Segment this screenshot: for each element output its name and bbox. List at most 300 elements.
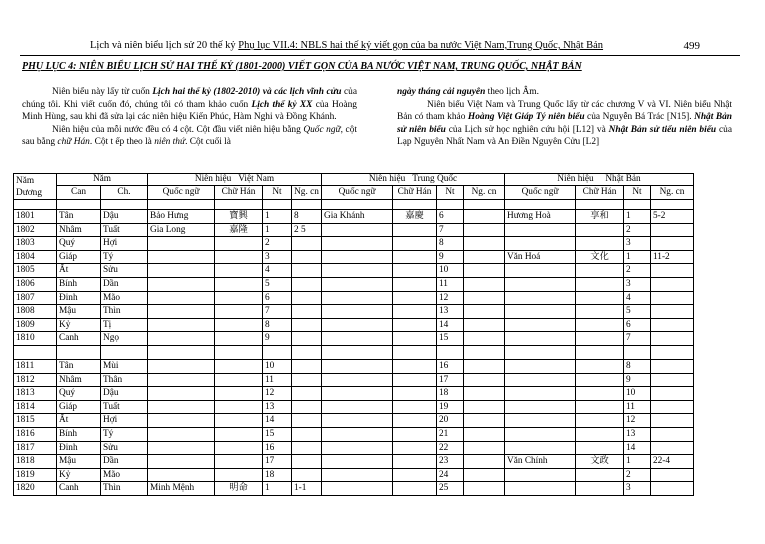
- table-cell: 嘉慶: [393, 210, 437, 224]
- table-cell: 2: [624, 223, 651, 237]
- table-cell: [148, 332, 215, 346]
- table-cell: [576, 291, 624, 305]
- table-cell: 1818: [14, 455, 57, 469]
- table-cell: 13: [624, 427, 651, 441]
- table-cell: 12: [263, 387, 292, 401]
- table-cell: [322, 468, 393, 482]
- table-cell: [393, 305, 437, 319]
- table-cell: [322, 387, 393, 401]
- table-cell: [651, 318, 694, 332]
- table-cell: [148, 318, 215, 332]
- table-cell: [393, 332, 437, 346]
- table-cell: [576, 305, 624, 319]
- header-cell: Ng. cn: [651, 186, 694, 200]
- table-cell: [393, 400, 437, 414]
- table-cell: [651, 387, 694, 401]
- table-cell: Sửu: [101, 441, 148, 455]
- table-cell: [322, 332, 393, 346]
- table-cell: [505, 318, 576, 332]
- table-cell: [464, 427, 505, 441]
- table-cell: 7: [437, 223, 464, 237]
- table-cell: 3: [624, 237, 651, 251]
- table-cell: [322, 305, 393, 319]
- table-cell: Đinh: [57, 441, 101, 455]
- table-cell: 23: [437, 455, 464, 469]
- table-cell: [576, 277, 624, 291]
- table-cell: [215, 455, 263, 469]
- table-cell: [576, 414, 624, 428]
- table-cell: 1802: [14, 223, 57, 237]
- table-body-1811-1820: [14, 359, 694, 495]
- table-cell: 1: [624, 210, 651, 224]
- table-cell: [505, 359, 576, 373]
- table-cell: [651, 291, 694, 305]
- table-cell: [148, 359, 215, 373]
- header-cell-china: Niên hiệu Trung Quốc: [322, 174, 505, 186]
- appendix-title: PHỤ LỤC 4: NIÊN BIỂU LỊCH SỬ HAI THẾ KỶ (1801-2000) VIẾT GỌN CỦA BA NƯỚC VIỆT NAM, TRUNG QUỐC, NHẬT BẢN: [22, 61, 582, 72]
- table-cell: Dần: [101, 277, 148, 291]
- table-cell: [576, 482, 624, 496]
- table-cell: [322, 414, 393, 428]
- table-cell: 文政: [576, 455, 624, 469]
- table-cell: 9: [263, 332, 292, 346]
- table-cell: [148, 373, 215, 387]
- table-cell: [505, 373, 576, 387]
- header-cell: Năm: [57, 174, 148, 186]
- table-cell: 15: [437, 332, 464, 346]
- table-cell: [576, 332, 624, 346]
- table-cell: Gia Long: [148, 223, 215, 237]
- table-cell: [464, 441, 505, 455]
- table-cell: [393, 387, 437, 401]
- table-cell: 1: [263, 223, 292, 237]
- table-cell: 1810: [14, 332, 57, 346]
- table-cell: Tuất: [101, 223, 148, 237]
- running-header: [90, 40, 700, 54]
- table-cell: 8: [292, 210, 322, 224]
- table-cell: [576, 373, 624, 387]
- table-cell: 21: [437, 427, 464, 441]
- table-cell: 1807: [14, 291, 57, 305]
- table-cell: Hợi: [101, 414, 148, 428]
- table-cell: [464, 359, 505, 373]
- table-cell: [322, 264, 393, 278]
- table-row: [14, 291, 694, 305]
- table-cell: [505, 305, 576, 319]
- table-cell: 1: [624, 250, 651, 264]
- table-cell: 1813: [14, 387, 57, 401]
- table-cell: [292, 250, 322, 264]
- table-cell: 17: [437, 373, 464, 387]
- table-cell: [651, 400, 694, 414]
- table-cell: [576, 223, 624, 237]
- table-cell: [215, 387, 263, 401]
- table-cell: Quý: [57, 237, 101, 251]
- table-cell: 1812: [14, 373, 57, 387]
- table-cell: Mão: [101, 468, 148, 482]
- table-cell: 14: [624, 441, 651, 455]
- table-cell: Văn Chính: [505, 455, 576, 469]
- header-cell: Chữ Hán: [393, 186, 437, 200]
- table-cell: 3: [624, 482, 651, 496]
- table-cell: Sửu: [101, 264, 148, 278]
- table-cell: 1805: [14, 264, 57, 278]
- table-cell: 9: [437, 250, 464, 264]
- table-cell: [505, 482, 576, 496]
- table-row: [14, 387, 694, 401]
- table-cell: 1806: [14, 277, 57, 291]
- table-cell: [464, 250, 505, 264]
- table-cell: [322, 441, 393, 455]
- table-row: [14, 400, 694, 414]
- table-cell: [464, 482, 505, 496]
- table-cell: 1804: [14, 250, 57, 264]
- table-cell: 22: [437, 441, 464, 455]
- table-cell: [464, 291, 505, 305]
- intro-column-right: [397, 86, 732, 149]
- table-cell: [393, 264, 437, 278]
- table-cell: [322, 427, 393, 441]
- table-cell: Mão: [101, 291, 148, 305]
- running-title: Lịch và niên biểu lịch sử 20 thế kỷ Phụ lục VII.4: NBLS hai thế kỷ viết gọn của ba nước Việt Nam,Trung Quốc, Nhật Bản: [90, 40, 604, 51]
- table-cell: 15: [263, 427, 292, 441]
- table-cell: 11: [437, 277, 464, 291]
- table-cell: [292, 291, 322, 305]
- table-cell: 25: [437, 482, 464, 496]
- table-cell: 22-4: [651, 455, 694, 469]
- table-cell: 16: [437, 359, 464, 373]
- table-cell: Bảo Hưng: [148, 210, 215, 224]
- table-cell: 2: [624, 264, 651, 278]
- table-cell: 10: [263, 359, 292, 373]
- table-cell: [215, 427, 263, 441]
- table-cell: [148, 441, 215, 455]
- table-cell: 7: [624, 332, 651, 346]
- table-cell: 6: [263, 291, 292, 305]
- table-cell: [393, 277, 437, 291]
- table-cell: [505, 223, 576, 237]
- table-cell: [651, 237, 694, 251]
- table-cell: Ngọ: [101, 332, 148, 346]
- table-cell: 13: [437, 305, 464, 319]
- table-cell: [322, 318, 393, 332]
- table-cell: Văn Hoá: [505, 250, 576, 264]
- table-cell: [505, 291, 576, 305]
- intro-paragraph-3: ngày tháng cải nguyên theo lịch Âm.: [397, 87, 539, 97]
- table-cell: 3: [263, 250, 292, 264]
- table-cell: [393, 414, 437, 428]
- table-cell: Canh: [57, 482, 101, 496]
- table-cell: [215, 237, 263, 251]
- table-cell: [393, 250, 437, 264]
- table-cell: [651, 264, 694, 278]
- table-cell: [464, 468, 505, 482]
- table-cell: [215, 332, 263, 346]
- intro-paragraph-2: Niên hiệu của mỗi nước đều có 4 cột. Cột đầu viết niên hiệu bằng Quốc ngữ, cột sau bằng chữ Hán. Cột t ếp theo là niên thứ. Cột cuối là: [22, 124, 357, 147]
- table-cell: [576, 359, 624, 373]
- table-cell: 1820: [14, 482, 57, 496]
- table-cell: [651, 482, 694, 496]
- table-cell: [651, 414, 694, 428]
- table-cell: Canh: [57, 332, 101, 346]
- table-cell: 1808: [14, 305, 57, 319]
- header-cell: Chữ Hán: [576, 186, 624, 200]
- year-table: [13, 173, 694, 496]
- table-cell: 1817: [14, 441, 57, 455]
- table-cell: 1: [263, 482, 292, 496]
- table-cell: [505, 332, 576, 346]
- table-cell: [576, 318, 624, 332]
- table-cell: [576, 441, 624, 455]
- table-cell: [464, 373, 505, 387]
- table-cell: [651, 277, 694, 291]
- intro-paragraph-1: Niên biểu này lấy từ cuốn Lịch hai thế kỷ (1802-2010) và các lịch vĩnh cửu của chúng tôi. Khi viết cuốn đó, chúng tôi có tham khảo cuốn Lịch thế kỷ XX của Hoàng Minh Hùng, sau khi đã sửa lại các niên hiệu Kiến Phúc, Hàm Nghi và Đồng Khánh.: [22, 87, 357, 122]
- table-cell: 6: [437, 210, 464, 224]
- table-cell: [292, 237, 322, 251]
- table-cell: 7: [263, 305, 292, 319]
- table-cell: Mùi: [101, 359, 148, 373]
- table-cell: 19: [437, 400, 464, 414]
- table-cell: Thân: [101, 373, 148, 387]
- table-cell: 1811: [14, 359, 57, 373]
- table-cell: [464, 387, 505, 401]
- table-cell: 1816: [14, 427, 57, 441]
- header-cell: Ch.: [101, 186, 148, 200]
- table-row: [14, 468, 694, 482]
- table-cell: 文化: [576, 250, 624, 264]
- appendix-reference: Phụ lục VII.4: NBLS hai thế kỷ viết gọn của ba nước Việt Nam,Trung Quốc, Nhật Bản: [238, 40, 604, 51]
- table-cell: [576, 427, 624, 441]
- table-cell: [464, 414, 505, 428]
- table-cell: [292, 264, 322, 278]
- table-cell: 20: [437, 414, 464, 428]
- table-cell: [215, 250, 263, 264]
- table-cell: Tý: [101, 427, 148, 441]
- table-cell: [148, 291, 215, 305]
- table-row: [14, 305, 694, 319]
- table-cell: [292, 455, 322, 469]
- table-cell: [292, 427, 322, 441]
- table-cell: [292, 400, 322, 414]
- table-cell: Ất: [57, 264, 101, 278]
- table-cell: 14: [263, 414, 292, 428]
- table-cell: 14: [437, 318, 464, 332]
- table-cell: [322, 237, 393, 251]
- table-cell: [651, 427, 694, 441]
- table-spacer-row: [14, 200, 694, 210]
- table-cell: 9: [624, 373, 651, 387]
- table-cell: Thìn: [101, 305, 148, 319]
- table-cell: Dần: [101, 455, 148, 469]
- table-cell: 11: [624, 400, 651, 414]
- table-row: [14, 414, 694, 428]
- table-row: [14, 210, 694, 224]
- table-cell: 5: [263, 277, 292, 291]
- table-row: [14, 237, 694, 251]
- table-row: [14, 482, 694, 496]
- table-cell: [322, 277, 393, 291]
- table-cell: 4: [624, 291, 651, 305]
- table-cell: 2: [263, 237, 292, 251]
- table-cell: [464, 400, 505, 414]
- table-cell: [322, 373, 393, 387]
- intro-paragraph-4: Niên biểu Việt Nam và Trung Quốc lấy từ các chương V và VI. Niên biểu Nhật Bản có tham khảo Hoàng Việt Giáp Tý niên biểu của Nguyễn Bá Trác [N15]. Nhật Bản sử niên biểu của Lịch sử học nghiên cứu hội [L12] và Nhật Bản sử tiểu niên biểu của Lạp Nguyên Nhất Nam và An Điền Nguyên Cửu [L2]: [397, 99, 732, 147]
- table-cell: 8: [624, 359, 651, 373]
- table-cell: [505, 414, 576, 428]
- table-cell: [505, 441, 576, 455]
- table-cell: Nhâm: [57, 223, 101, 237]
- table-cell: [148, 277, 215, 291]
- table-spacer-row: [14, 345, 694, 359]
- table-cell: Bính: [57, 277, 101, 291]
- table-cell: [393, 291, 437, 305]
- table-cell: [393, 318, 437, 332]
- table-cell: [505, 468, 576, 482]
- table-cell: [215, 291, 263, 305]
- table-cell: 10: [437, 264, 464, 278]
- header-cell-japan: Niên hiệu Nhật Bản: [505, 174, 694, 186]
- table-cell: [393, 359, 437, 373]
- table-cell: [292, 414, 322, 428]
- header-cell: Ng. cn: [292, 186, 322, 200]
- table-cell: [576, 468, 624, 482]
- table-cell: [393, 373, 437, 387]
- table-header-row-2: [14, 186, 694, 200]
- table-cell: [576, 237, 624, 251]
- table-cell: Tý: [101, 250, 148, 264]
- table-cell: [576, 400, 624, 414]
- table-cell: [292, 305, 322, 319]
- table-cell: Gia Khánh: [322, 210, 393, 224]
- table-cell: 13: [263, 400, 292, 414]
- table-cell: Hợi: [101, 237, 148, 251]
- table-cell: [393, 468, 437, 482]
- table-cell: [215, 373, 263, 387]
- table-cell: [464, 332, 505, 346]
- table-cell: Giáp: [57, 400, 101, 414]
- table-cell: 寶興: [215, 210, 263, 224]
- table-cell: [651, 359, 694, 373]
- table-cell: Ất: [57, 414, 101, 428]
- table-cell: [464, 210, 505, 224]
- table-row: [14, 250, 694, 264]
- table-cell: 明命: [215, 482, 263, 496]
- header-cell: Nt: [624, 186, 651, 200]
- table-cell: 11-2: [651, 250, 694, 264]
- table-cell: [215, 414, 263, 428]
- table-row: [14, 359, 694, 373]
- table-cell: 1809: [14, 318, 57, 332]
- table-cell: [322, 291, 393, 305]
- table-row: [14, 427, 694, 441]
- table-cell: [215, 305, 263, 319]
- table-cell: 12: [624, 414, 651, 428]
- table-cell: 10: [624, 387, 651, 401]
- header-cell: Can: [57, 186, 101, 200]
- table-cell: 1801: [14, 210, 57, 224]
- table-cell: Tuất: [101, 400, 148, 414]
- table-cell: [292, 359, 322, 373]
- table-cell: [215, 400, 263, 414]
- table-row: [14, 277, 694, 291]
- table-cell: [393, 427, 437, 441]
- table-cell: Minh Mệnh: [148, 482, 215, 496]
- table-cell: 2: [624, 468, 651, 482]
- table-cell: 6: [624, 318, 651, 332]
- table-cell: Bính: [57, 427, 101, 441]
- table-cell: [292, 468, 322, 482]
- table-cell: [651, 441, 694, 455]
- table-cell: 8: [263, 318, 292, 332]
- table-cell: 11: [263, 373, 292, 387]
- table-cell: [464, 264, 505, 278]
- table-cell: [148, 250, 215, 264]
- table-cell: Hương Hoà: [505, 210, 576, 224]
- table-row: [14, 455, 694, 469]
- table-cell: 16: [263, 441, 292, 455]
- table-cell: [215, 318, 263, 332]
- table-row: [14, 332, 694, 346]
- table-cell: [322, 250, 393, 264]
- header-cell: Chữ Hán: [215, 186, 263, 200]
- table-cell: 17: [263, 455, 292, 469]
- table-cell: [464, 237, 505, 251]
- table-cell: [393, 455, 437, 469]
- table-cell: Kỷ: [57, 318, 101, 332]
- header-cell: Nt: [263, 186, 292, 200]
- table-cell: [393, 237, 437, 251]
- table-cell: [322, 400, 393, 414]
- table-cell: Thìn: [101, 482, 148, 496]
- table-cell: 1819: [14, 468, 57, 482]
- table-cell: 1: [263, 210, 292, 224]
- table-cell: Tị: [101, 318, 148, 332]
- table-cell: 5: [624, 305, 651, 319]
- table-cell: [505, 387, 576, 401]
- table-cell: [505, 277, 576, 291]
- table-cell: [505, 264, 576, 278]
- table-cell: [292, 441, 322, 455]
- table-cell: [576, 264, 624, 278]
- table-cell: [322, 482, 393, 496]
- table-cell: [292, 332, 322, 346]
- table-body-1801-1810: [14, 210, 694, 346]
- page-number: 499: [683, 40, 700, 52]
- table-cell: [148, 400, 215, 414]
- table-cell: 18: [263, 468, 292, 482]
- table-cell: 12: [437, 291, 464, 305]
- table-cell: [651, 373, 694, 387]
- table-cell: [322, 455, 393, 469]
- table-cell: [651, 468, 694, 482]
- table-cell: [148, 237, 215, 251]
- table-cell: 享和: [576, 210, 624, 224]
- header-rule: [20, 55, 740, 56]
- table-cell: 24: [437, 468, 464, 482]
- table-cell: [505, 400, 576, 414]
- table-header-row-1: [14, 174, 694, 186]
- table-cell: 1815: [14, 414, 57, 428]
- header-cell: Năm Dương: [14, 174, 57, 200]
- table-cell: Giáp: [57, 250, 101, 264]
- table-cell: [215, 359, 263, 373]
- table-cell: [322, 359, 393, 373]
- header-cell: Ng. cn: [464, 186, 505, 200]
- table-cell: [505, 237, 576, 251]
- table-cell: Dậu: [101, 387, 148, 401]
- table-cell: 1814: [14, 400, 57, 414]
- table-row: [14, 373, 694, 387]
